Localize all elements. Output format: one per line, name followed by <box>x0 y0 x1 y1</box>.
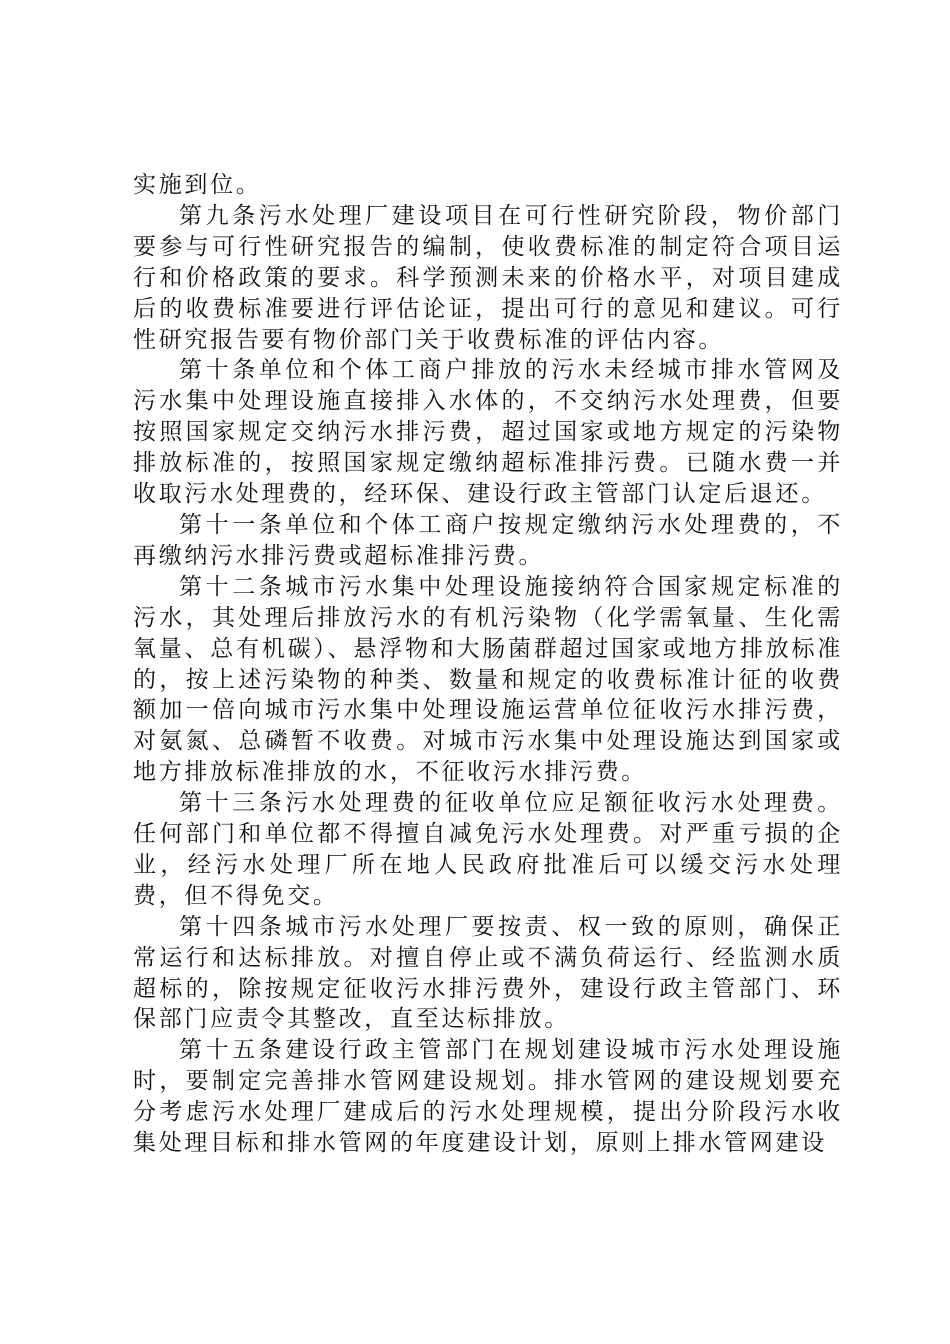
paragraph-article-14: 第十四条城市污水处理厂要按责、权一致的原则，确保正常运行和达标排放。对擅自停止或不满负荷运行、经监测水质超标的，除按规定征收污水排污费外，建设行政主管部门、环保部门应责令其整改，直至达标排放。 <box>133 913 843 1033</box>
paragraph-article-13: 第十三条污水处理费的征收单位应足额征收污水处理费。任何部门和单位都不得擅自减免污水处理费。对严重亏损的企业，经污水处理厂所在地人民政府批准后可以缓交污水处理费，但不得免交。 <box>133 790 843 909</box>
paragraph-continuation: 实施到位。 <box>133 172 262 198</box>
document-body <box>133 170 843 1159</box>
paragraph-article-11: 第十一条单位和个体工商户按规定缴纳污水处理费的，不再缴纳污水排污费或超标准排污费。 <box>133 511 843 569</box>
paragraph-article-10: 第十条单位和个体工商户排放的污水未经城市排水管网及污水集中处理设施直接排入水体的，不交纳污水处理费，但要按照国家规定交纳污水排污费，超过国家或地方规定的污染物排放标准的，按照国家规定缴纳超标准排污费。已随水费一并收取污水处理费的，经环保、建设行政主管部门认定后退还。 <box>133 357 843 508</box>
paragraph-article-9: 第九条污水处理厂建设项目在可行性研究阶段，物价部门要参与可行性研究报告的编制，使收费标准的制定符合项目运行和价格政策的要求。科学预测未来的价格水平，对项目建成后的收费标准要进行评估论证，提出可行的意见和建议。可行性研究报告要有物价部门关于收费标准的评估内容。 <box>133 202 843 353</box>
paragraph-article-15: 第十五条建设行政主管部门在规划建设城市污水处理设施时，要制定完善排水管网建设规划。排水管网的建设规划要充分考虑污水处理厂建成后的污水处理规模，提出分阶段污水收集处理目标和排水管网的年度建设计划，原则上排水管网建设 <box>133 1037 843 1157</box>
paragraph-article-12: 第十二条城市污水集中处理设施接纳符合国家规定标准的污水，其处理后排放污水的有机污染物（化学需氧量、生化需氧量、总有机碳）、悬浮物和大肠菌群超过国家或地方排放标准的，按上述污染物的种类、数量和规定的收费标准计征的收费额加一倍向城市污水集中处理设施运营单位征收污水排污费，对氨氮、总磷暂不收费。对城市污水集中处理设施达到国家或地方排放标准排放的水，不征收污水排污费。 <box>133 573 843 786</box>
